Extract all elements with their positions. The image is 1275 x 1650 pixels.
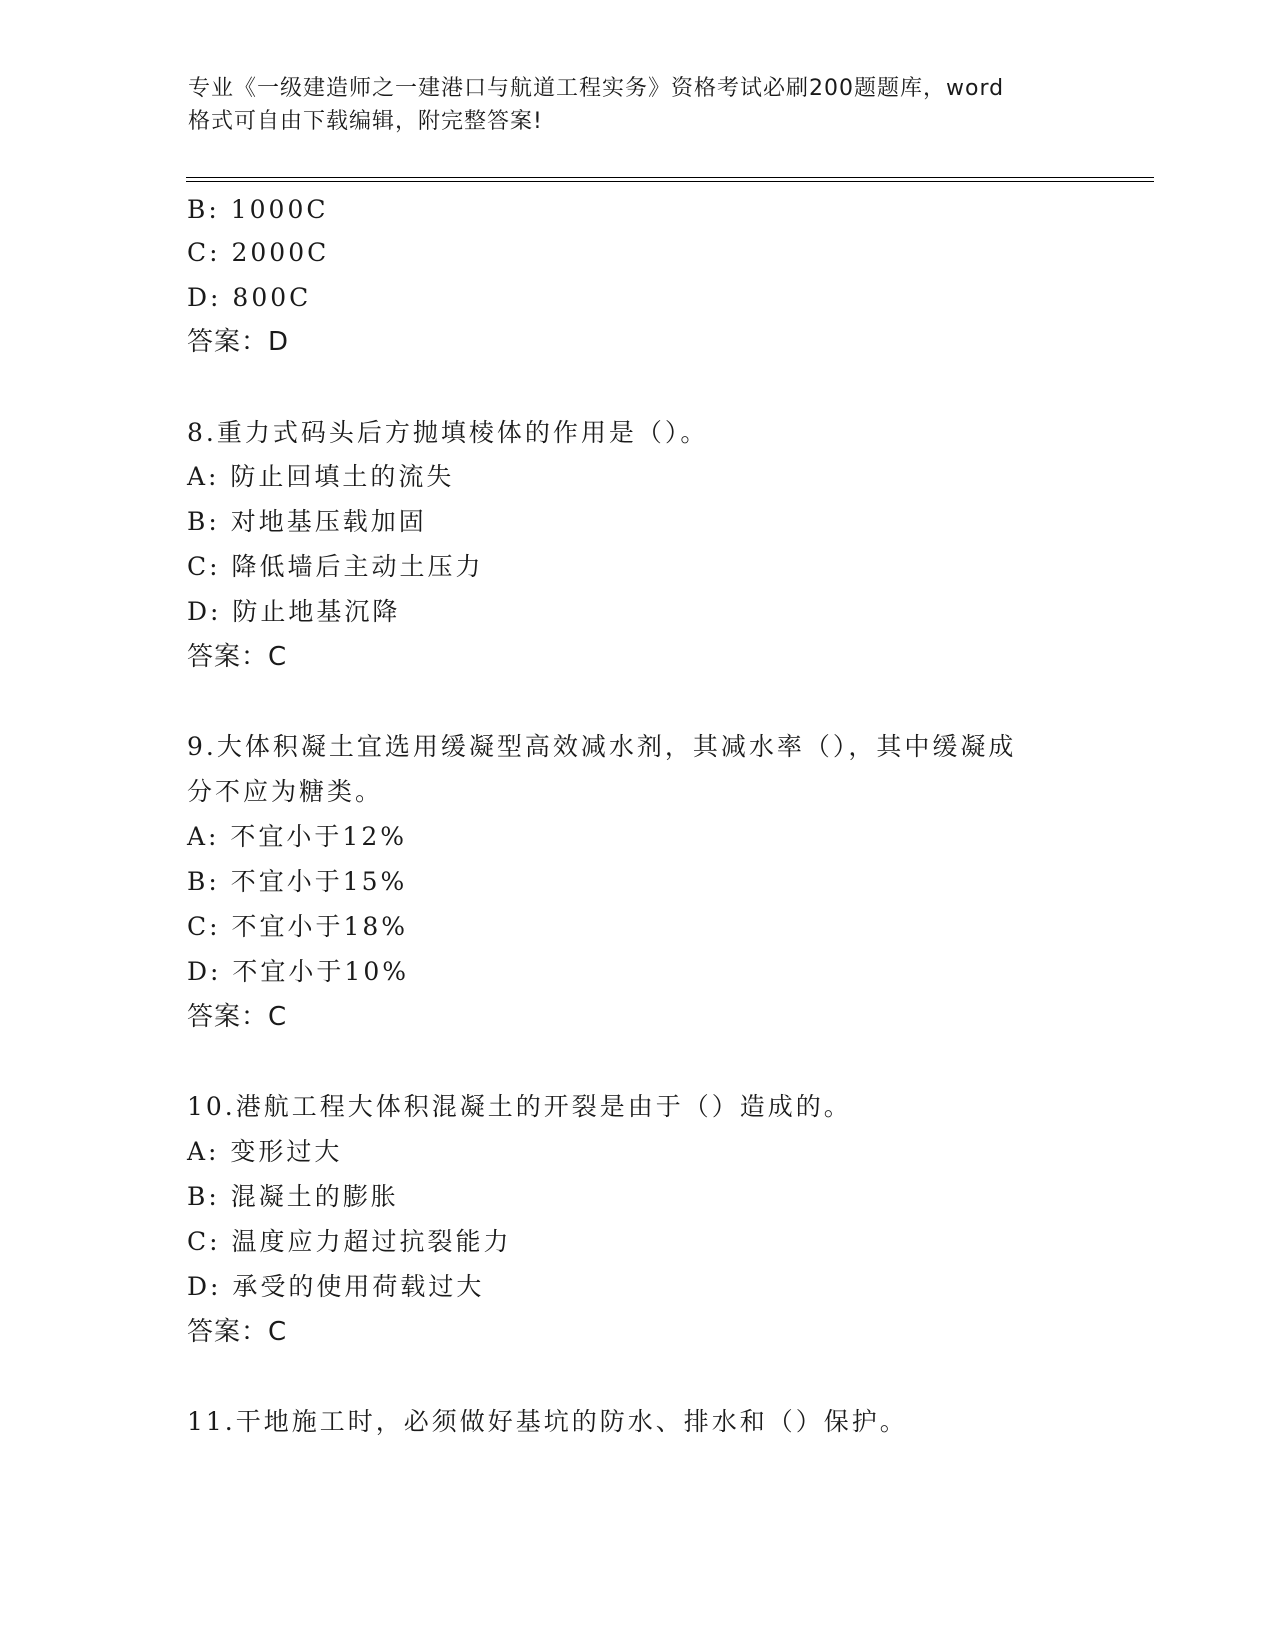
q8-option-d: D: 防止地基沉降 [187, 597, 401, 626]
q8-option-b: B: 对地基压载加固 [187, 507, 427, 536]
header-divider-top [186, 177, 1154, 178]
q8-option-c: C: 降低墙后主动土压力 [187, 552, 484, 581]
q10-option-a: A: 变形过大 [187, 1137, 343, 1166]
q10-option-b: B: 混凝土的膨胀 [187, 1182, 399, 1211]
q8-stem: 8.重力式码头后方抛填棱体的作用是（）。 [187, 418, 709, 447]
q7-answer: 答案：D [187, 327, 290, 357]
document-header [188, 72, 1068, 138]
q7-option-c: C: 2000C [187, 238, 330, 267]
q9-answer: 答案：C [187, 1002, 288, 1032]
q10-option-d: D: 承受的使用荷载过大 [187, 1272, 485, 1301]
q7-option-d: D: 800C [187, 283, 312, 312]
header-title-line-2: 格式可自由下载编辑，附完整答案! [188, 109, 543, 134]
q7-option-b: B: 1000C [187, 195, 329, 224]
q10-stem: 10.港航工程大体积混凝土的开裂是由于（）造成的。 [187, 1092, 852, 1121]
q11-stem: 11.干地施工时，必须做好基坑的防水、排水和（）保护。 [187, 1407, 908, 1436]
q9-stem-line-2: 分不应为糖类。 [187, 777, 384, 806]
q10-option-c: C: 温度应力超过抗裂能力 [187, 1227, 512, 1256]
q8-answer: 答案：C [187, 642, 288, 672]
q9-option-c: C: 不宜小于18% [187, 912, 409, 941]
header-title-line-1: 专业《一级建造师之一建港口与航道工程实务》资格考试必刷200题题库，word [188, 76, 1005, 101]
q8-option-a: A: 防止回填土的流失 [187, 462, 455, 491]
q10-answer: 答案：C [187, 1317, 288, 1347]
header-divider-bottom [186, 181, 1154, 182]
q9-option-d: D: 不宜小于10% [187, 957, 409, 986]
q9-option-b: B: 不宜小于15% [187, 867, 408, 896]
q9-option-a: A: 不宜小于12% [187, 822, 407, 851]
q9-stem-line-1: 9.大体积凝土宜选用缓凝型高效减水剂，其减水率（），其中缓凝成 [187, 732, 1017, 761]
